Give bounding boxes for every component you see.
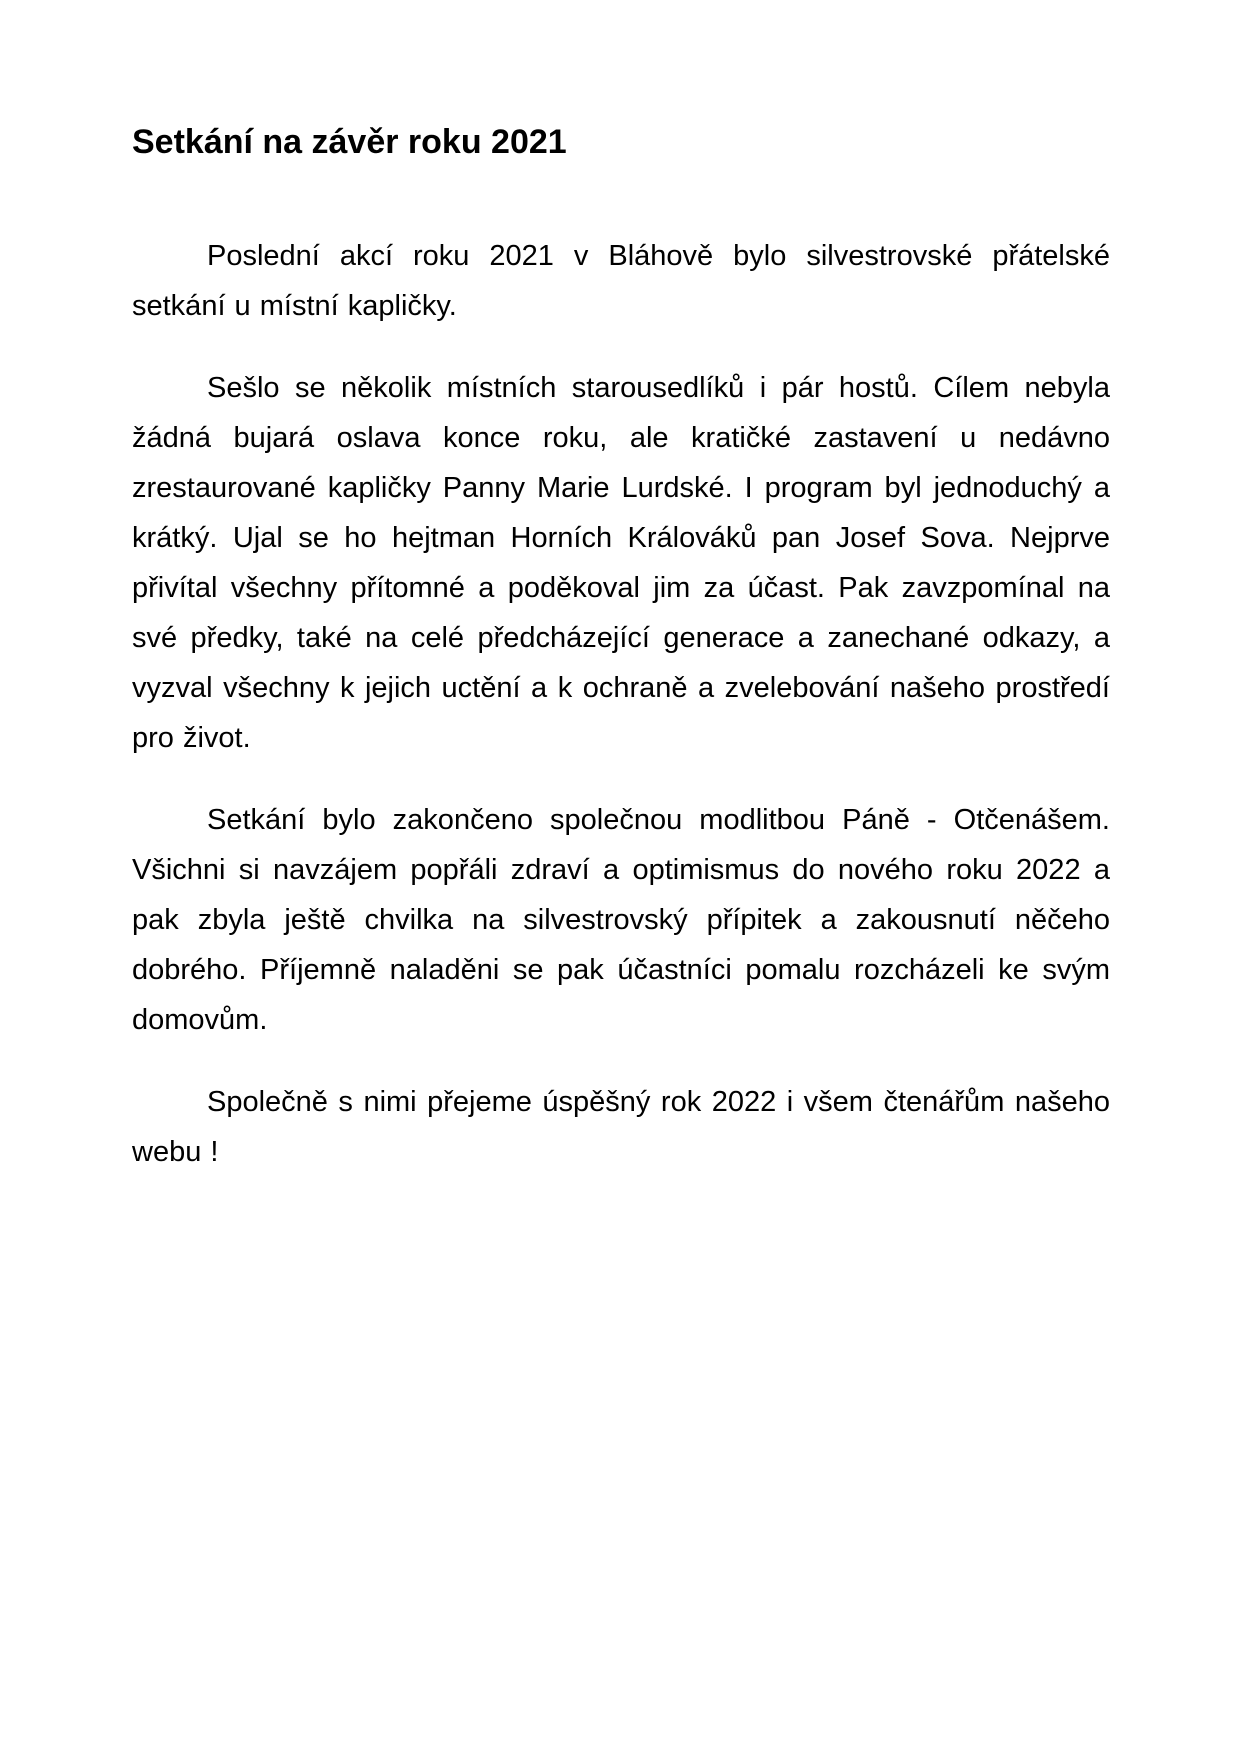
paragraph-intro: Poslední akcí roku 2021 v Bláhově bylo silvestrovské přátelské setkání u místní kapličky. [132,239,1110,322]
paragraph-conclusion: Setkání bylo zakončeno společnou modlitbou Páně - Otčenášem. Všichni si navzájem popřáli zdraví a optimismus do nového roku 2022 a pak zbyla ještě chvilka na silvestrovský přípitek a zakousnutí něčeho dobrého. Příjemně naladěni se pak účastníci pomalu rozcházeli ke svým domovům. [132,803,1110,1036]
page-title: Setkání na závěr roku 2021 [132,123,567,161]
paragraph-wishes: Společně s nimi přejeme úspěšný rok 2022 i všem čtenářům našeho webu ! [132,1085,1110,1168]
paragraph-event-description: Sešlo se několik místních starousedlíků i pár hostů. Cílem nebyla žádná bujará oslava konce roku, ale kratičké zastavení u nedávno zrestaurované kapličky Panny Marie Lurdské. I program byl jednoduchý a krátký. Ujal se ho hejtman Horních Králováků pan Josef Sova. Nejprve přivítal všechny přítomné a poděkoval jim za účast. Pak zavzpomínal na své předky, také na celé předcházející generace a zanechané odkazy, a vyzval všechny k jejich uctění a k ochraně a zvelebování našeho prostředí pro život. [132,371,1110,754]
